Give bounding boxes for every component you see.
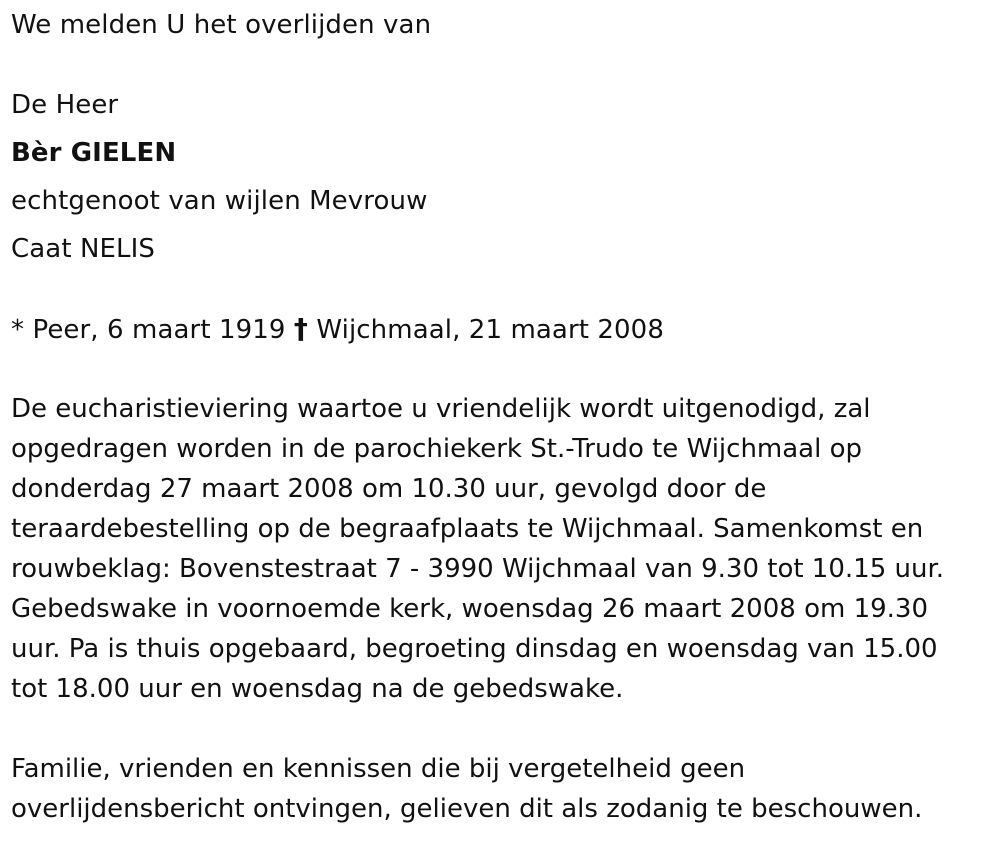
closing-line: Familie, vrienden en kennissen die bij vergetelheid geen (11, 754, 746, 784)
ceremony-line: uur. Pa is thuis opgebaard, begroeting dinsdag en woensdag van 15.00 (11, 634, 938, 664)
honorific: De Heer (11, 90, 119, 120)
intro-text: We melden U het overlijden van (11, 10, 432, 40)
ceremony-line: teraardebestelling op de begraafplaats te Wijchmaal. Samenkomst en (11, 514, 924, 544)
death-info: Wijchmaal, 21 maart 2008 (316, 315, 664, 345)
ceremony-line: rouwbeklag: Bovenstestraat 7 - 3990 Wijchmaal van 9.30 tot 10.15 uur. (11, 554, 945, 584)
ceremony-line: donderdag 27 maart 2008 om 10.30 uur, gevolgd door de (11, 474, 767, 504)
deceased-name: Bèr GIELEN (11, 138, 177, 168)
ceremony-line: De eucharistieviering waartoe u vriendelijk wordt uitgenodigd, zal (11, 394, 871, 424)
ceremony-line: opgedragen worden in de parochiekerk St.-Trudo te Wijchmaal op (11, 434, 863, 464)
ceremony-paragraph (11, 389, 971, 709)
birth-info: * Peer, 6 maart 1919 (11, 315, 286, 345)
spouse-name: Caat NELIS (11, 234, 156, 264)
closing-line: overlijdensbericht ontvingen, gelieven dit als zodanig te beschouwen. (11, 794, 923, 824)
cross-icon: † (293, 312, 309, 345)
ceremony-line: tot 18.00 uur en woensdag na de gebedswake. (11, 674, 624, 704)
ceremony-line: Gebedswake in voornoemde kerk, woensdag 26 maart 2008 om 19.30 (11, 594, 929, 624)
closing-paragraph (11, 749, 971, 829)
dates-line (11, 313, 664, 346)
spouse-line: echtgenoot van wijlen Mevrouw (11, 186, 428, 216)
